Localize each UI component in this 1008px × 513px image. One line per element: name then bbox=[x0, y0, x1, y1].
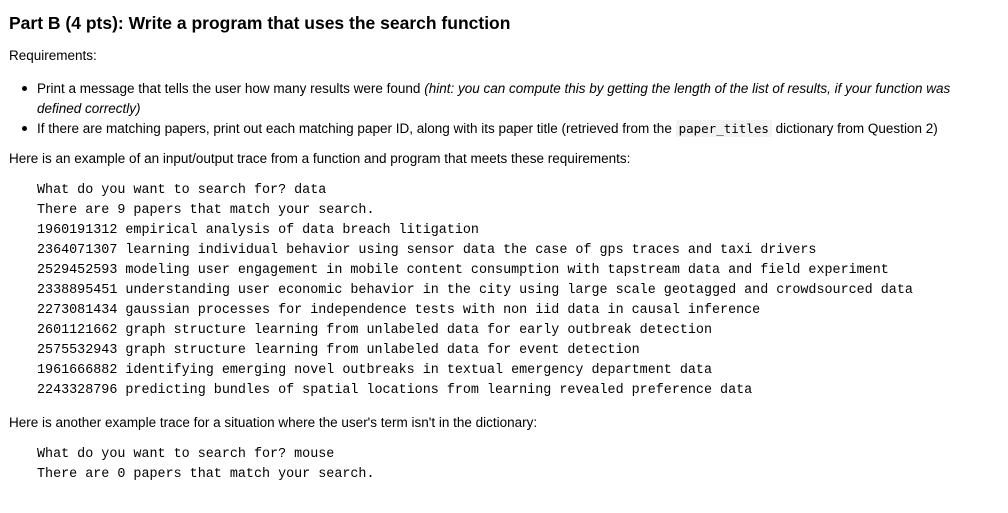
trace-line: 2529452593 modeling user engagement in mobile content consumption with tapstream data and field experiment bbox=[37, 263, 889, 278]
requirements-label: Requirements: bbox=[9, 48, 97, 63]
trace-line: 1960191312 empirical analysis of data breach litigation bbox=[37, 223, 479, 238]
trace-line: 1961666882 identifying emerging novel outbreaks in textual emergency department data bbox=[37, 363, 712, 378]
trace-line: 2273081434 gaussian processes for independence tests with non iid data in causal inference bbox=[37, 303, 761, 318]
section-heading: Part B (4 pts): Write a program that uses the search function bbox=[9, 13, 511, 33]
example-trace bbox=[9, 181, 1008, 401]
requirement-text: dictionary from Question 2) bbox=[771, 121, 938, 136]
trace-line: 2243328796 predicting bundles of spatial locations from learning revealed preference data bbox=[37, 383, 753, 398]
inline-code: paper_titles bbox=[676, 120, 772, 137]
requirement-hint: (hint: you can compute this by getting the length of the list of results, if your function was defined correctly) bbox=[37, 81, 951, 116]
requirements-list bbox=[9, 79, 1008, 139]
requirement-item bbox=[37, 119, 1008, 139]
trace-line: 2364071307 learning individual behavior using sensor data the case of gps traces and taxi drivers bbox=[37, 243, 817, 258]
example-intro-second: Here is another example trace for a situation where the user's term isn't in the dictionary: bbox=[9, 415, 538, 430]
trace-line: 2575532943 graph structure learning from unlabeled data for event detection bbox=[37, 343, 640, 358]
trace-line: What do you want to search for? data bbox=[37, 183, 327, 198]
requirement-item bbox=[37, 79, 1008, 119]
requirement-text: If there are matching papers, print out each matching paper ID, along with its paper title (retrieved from the bbox=[37, 121, 676, 136]
example-intro: Here is an example of an input/output trace from a function and program that meets these requirements: bbox=[9, 151, 631, 166]
trace-line: 2338895451 understanding user economic behavior in the city using large scale geotagged and crowdsourced data bbox=[37, 283, 913, 298]
requirement-text: Print a message that tells the user how many results were found bbox=[37, 81, 425, 96]
trace-line: There are 9 papers that match your search. bbox=[37, 203, 375, 218]
trace-line: 2601121662 graph structure learning from unlabeled data for early outbreak detection bbox=[37, 323, 712, 338]
trace-line: There are 0 papers that match your search. bbox=[37, 467, 375, 482]
example-trace-second bbox=[9, 445, 1008, 485]
trace-line: What do you want to search for? mouse bbox=[37, 447, 335, 462]
